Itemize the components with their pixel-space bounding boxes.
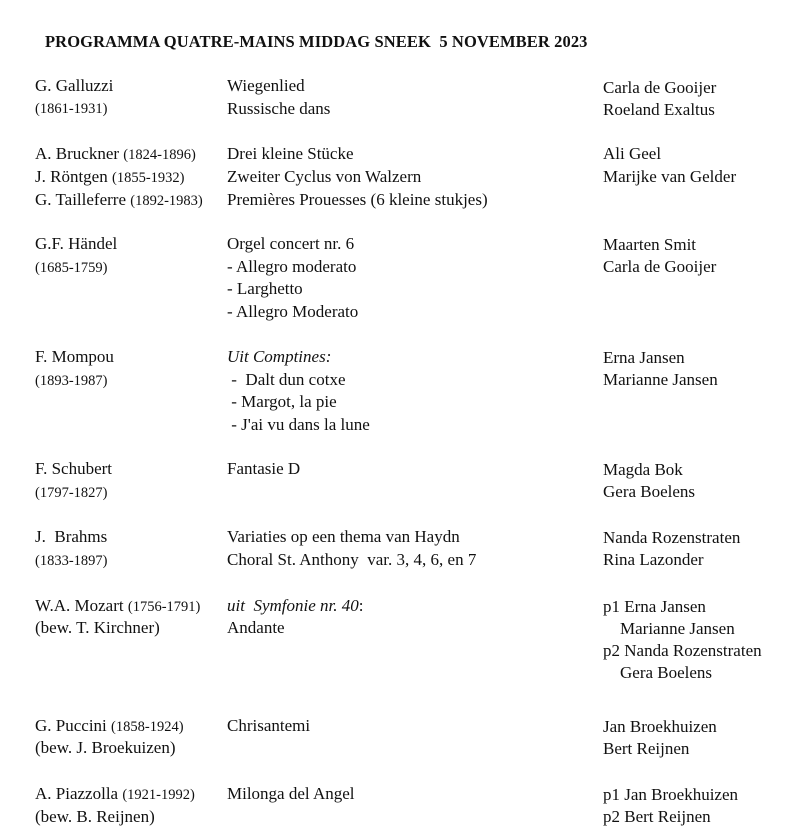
composer-years: (1893-1987) — [35, 373, 108, 389]
performer: p2 Nanda Rozenstraten — [603, 641, 762, 660]
composer-line — [35, 143, 196, 166]
composer-years: (1685-1759) — [35, 260, 108, 276]
composer-name: A. Piazzolla — [35, 784, 119, 803]
composer-line — [35, 595, 200, 618]
work-movement: - Allegro moderato — [227, 257, 357, 276]
composer-years: (1833-1897) — [35, 553, 108, 569]
composer-years: (1756-1791) — [127, 599, 201, 615]
work-title: Chrisantemi — [227, 716, 311, 735]
composer-name: G. Puccini — [35, 716, 107, 735]
composer-years: (1861-1931) — [35, 101, 108, 117]
composer-years: (1797-1827) — [35, 485, 108, 501]
work-title: Zweiter Cyclus von Walzern — [227, 167, 422, 186]
work-title: Russische dans — [227, 99, 331, 118]
work-title-colon: : — [358, 596, 364, 615]
work-title: Uit Comptines: — [227, 347, 332, 366]
work-title: Premières Prouesses (6 kleine stukjes) — [227, 190, 488, 209]
work-title: Variaties op een thema van Haydn — [227, 527, 460, 546]
composer-name: G. Tailleferre — [35, 190, 127, 209]
performer: p1 Erna Jansen — [603, 597, 706, 616]
work-title: Drei kleine Stücke — [227, 144, 354, 163]
performer: Jan Broekhuizen — [603, 717, 717, 736]
composer-years: (1921-1992) — [122, 787, 195, 803]
performer: Carla de Gooijer — [603, 257, 717, 276]
work-movement: - J'ai vu dans la lune — [227, 415, 370, 434]
composer-name: J. Röntgen — [35, 167, 108, 186]
performer: Marianne Jansen — [603, 370, 718, 389]
performer: Magda Bok — [603, 460, 683, 479]
composer-years: (1858-1924) — [111, 719, 184, 735]
performer: Bert Reijnen — [603, 739, 690, 758]
work-movement: - Margot, la pie — [227, 392, 337, 411]
arrangement-credit: (bew. J. Broekuizen) — [35, 738, 176, 757]
work-movement: - Dalt dun cotxe — [227, 370, 346, 389]
composer-name: A. Bruckner — [35, 144, 120, 163]
composer-name: F. Mompou — [35, 347, 114, 366]
composer-name: W.A. Mozart — [35, 596, 124, 615]
composer-line — [35, 166, 184, 189]
performer: Gera Boelens — [603, 482, 696, 501]
work-title: uit Symfonie nr. 40 — [227, 596, 359, 615]
work-title: Choral St. Anthony var. 3, 4, 6, en 7 — [227, 550, 477, 569]
performer: p1 Jan Broekhuizen — [603, 785, 739, 804]
performer: Rina Lazonder — [603, 550, 704, 569]
performer: p2 Bert Reijnen — [603, 807, 711, 826]
performer: Erna Jansen — [603, 348, 685, 367]
performer: Ali Geel — [603, 144, 662, 163]
work-title: Fantasie D — [227, 459, 301, 478]
composer-years: (1855-1932) — [111, 170, 185, 186]
composer-name: J. Brahms — [35, 527, 108, 546]
arrangement-credit: (bew. T. Kirchner) — [35, 618, 160, 637]
composer-name: G. Galluzzi — [35, 76, 114, 95]
performer: Carla de Gooijer — [603, 78, 717, 97]
composer-years: (1824-1896) — [123, 147, 196, 163]
performer: Marijke van Gelder — [603, 167, 737, 186]
work-movement: - Larghetto — [227, 279, 303, 298]
performer: Maarten Smit — [603, 235, 697, 254]
work-title-line — [227, 595, 363, 617]
work-title: Milonga del Angel — [227, 784, 355, 803]
composer-line — [35, 715, 184, 738]
performer: Nanda Rozenstraten — [603, 528, 741, 547]
performer: Marianne Jansen — [603, 619, 735, 638]
work-title: Wiegenlied — [227, 76, 305, 95]
work-title: Orgel concert nr. 6 — [227, 234, 355, 253]
page-title: PROGRAMMA QUATRE-MAINS MIDDAG SNEEK 5 NOVEMBER 2023 — [45, 32, 588, 51]
performer: Gera Boelens — [603, 663, 713, 682]
work-movement: - Allegro Moderato — [227, 302, 359, 321]
composer-name: G.F. Händel — [35, 234, 118, 253]
performer: Roeland Exaltus — [603, 100, 715, 119]
composer-years: (1892-1983) — [130, 193, 203, 209]
composer-name: F. Schubert — [35, 459, 113, 478]
composer-line — [35, 783, 195, 806]
arrangement-credit: (bew. B. Reijnen) — [35, 807, 155, 826]
work-movement: Andante — [227, 618, 285, 637]
composer-line — [35, 189, 203, 212]
